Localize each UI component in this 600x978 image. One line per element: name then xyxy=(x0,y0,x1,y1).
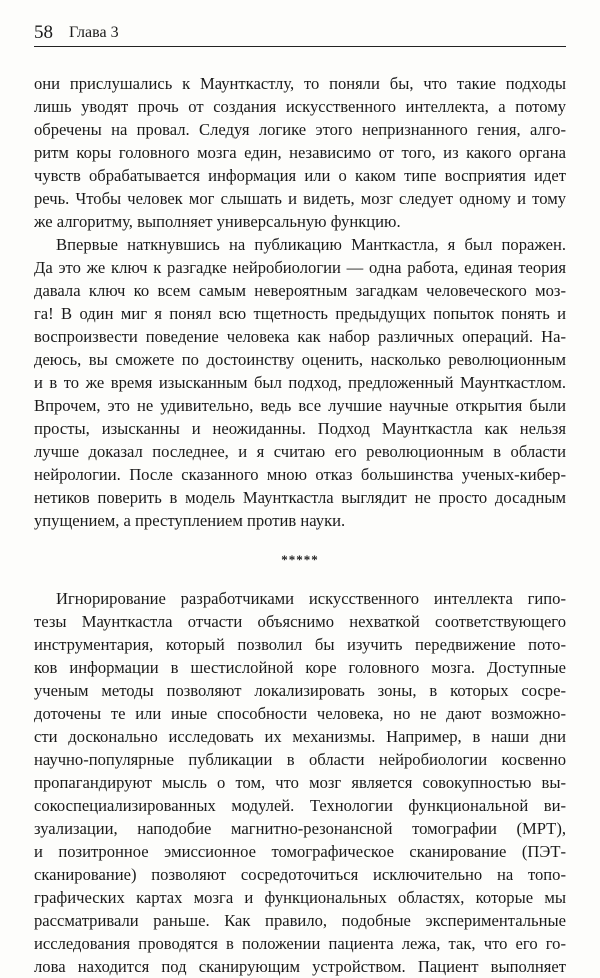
running-head xyxy=(34,23,566,47)
paragraph-2 xyxy=(34,233,566,532)
text-line: нетиков поверить в модель Маунткастла выглядит не просто досадным xyxy=(34,488,566,507)
text-line: лова находится под сканирующим устройством. Пациент выполняет xyxy=(34,957,566,976)
text-line: ученым методы позволяют локализировать зоны, в которых сосре- xyxy=(34,681,566,700)
text-line: они прислушались к Маунткастлу, то поняли бы, что такие подходы xyxy=(34,74,566,93)
body-text xyxy=(34,72,566,978)
text-line: инструментария, который позволил бы изучить передвижение пото- xyxy=(34,635,566,654)
paragraph-1 xyxy=(34,72,566,233)
text-line: графических картах мозга и функциональных областях, которые мы xyxy=(34,888,566,907)
text-line: речь. Чтобы человек мог слышать и видеть, мозг следует одному и тому xyxy=(34,189,566,208)
text-line: Игнорирование разработчиками искусственного интеллекта гипо- xyxy=(56,589,566,608)
text-line: давала ключ ко всем самым невероятным загадкам человеческого моз- xyxy=(34,281,566,300)
text-line: пропагандируют мысль о том, что мозг является совокупностью вы- xyxy=(34,773,566,792)
text-line: доточены те или иные способности человека, но не дают возможно- xyxy=(34,704,566,723)
section-separator: ***** xyxy=(281,552,319,567)
text-line: сти досконально исследовать их механизмы. Например, в наши дни xyxy=(34,727,566,746)
text-line: просты, изысканны и неожиданны. Подход Маунткастла как нельзя xyxy=(34,419,566,438)
chapter-title: Глава 3 xyxy=(69,24,119,41)
text-line: зуализации, наподобие магнитно-резонансной томографии (МРТ), xyxy=(34,819,566,838)
text-line: чувств обрабатывается информация или о каком типе восприятия идет xyxy=(34,166,566,185)
text-line: упущением, а преступлением против науки. xyxy=(34,511,346,530)
text-line: исследования проводятся в положении пациента лежа, так, что его го- xyxy=(34,934,566,953)
text-line: деюсь, вы сможете по достоинству оценить, насколько революционным xyxy=(34,350,566,369)
text-line: и позитронное эмиссионное томографическое сканирование (ПЭТ- xyxy=(34,842,566,861)
page-number: 58 xyxy=(34,22,53,43)
text-line: лучше доказал последнее, и я считаю его революционным в области xyxy=(34,442,566,461)
text-line: лишь уводят прочь от создания искусственного интеллекта, а потому xyxy=(34,97,566,116)
text-line: сокоспециализированных модулей. Технологии функциональной ви- xyxy=(34,796,566,815)
text-line: ритм коры головного мозга един, независимо от того, из какого органа xyxy=(34,143,566,162)
text-line: нейрологии. После сказанного мною отказ большинства ученых-кибер- xyxy=(34,465,566,484)
text-line: Впервые наткнувшись на публикацию Манткастла, я был поражен. xyxy=(56,235,566,254)
text-line: и в то же время изысканным был подход, предложенный Маунткастлом. xyxy=(34,373,566,392)
text-line: тезы Маунткастла отчасти объяснимо нехваткой соответствующего xyxy=(34,612,566,631)
text-line: научно-популярные публикации в области нейробиологии косвенно xyxy=(34,750,566,769)
text-line: га! В один миг я понял всю тщетность предыдущих попыток понять и xyxy=(34,304,566,323)
paragraph-3 xyxy=(34,587,566,978)
text-line: Впрочем, это не удивительно, ведь все лучшие научные открытия были xyxy=(34,396,566,415)
text-line: воспроизвести поведение человека как набор различных операций. На- xyxy=(34,327,566,346)
text-line: ков информации в шестислойной коре головного мозга. Доступные xyxy=(34,658,566,677)
text-line: сканирование) позволяют сосредоточиться исключительно на топо- xyxy=(34,865,566,884)
text-line: рассматривали раньше. Как правило, подобные экспериментальные xyxy=(34,911,566,930)
text-line: Да это же ключ к разгадке нейробиологии — одна работа, единая теория xyxy=(34,258,566,277)
text-line: же алгоритму, выполняет универсальную функцию. xyxy=(34,212,401,231)
text-line: обречены на провал. Следуя логике этого непризнанного гения, алго- xyxy=(34,120,566,139)
